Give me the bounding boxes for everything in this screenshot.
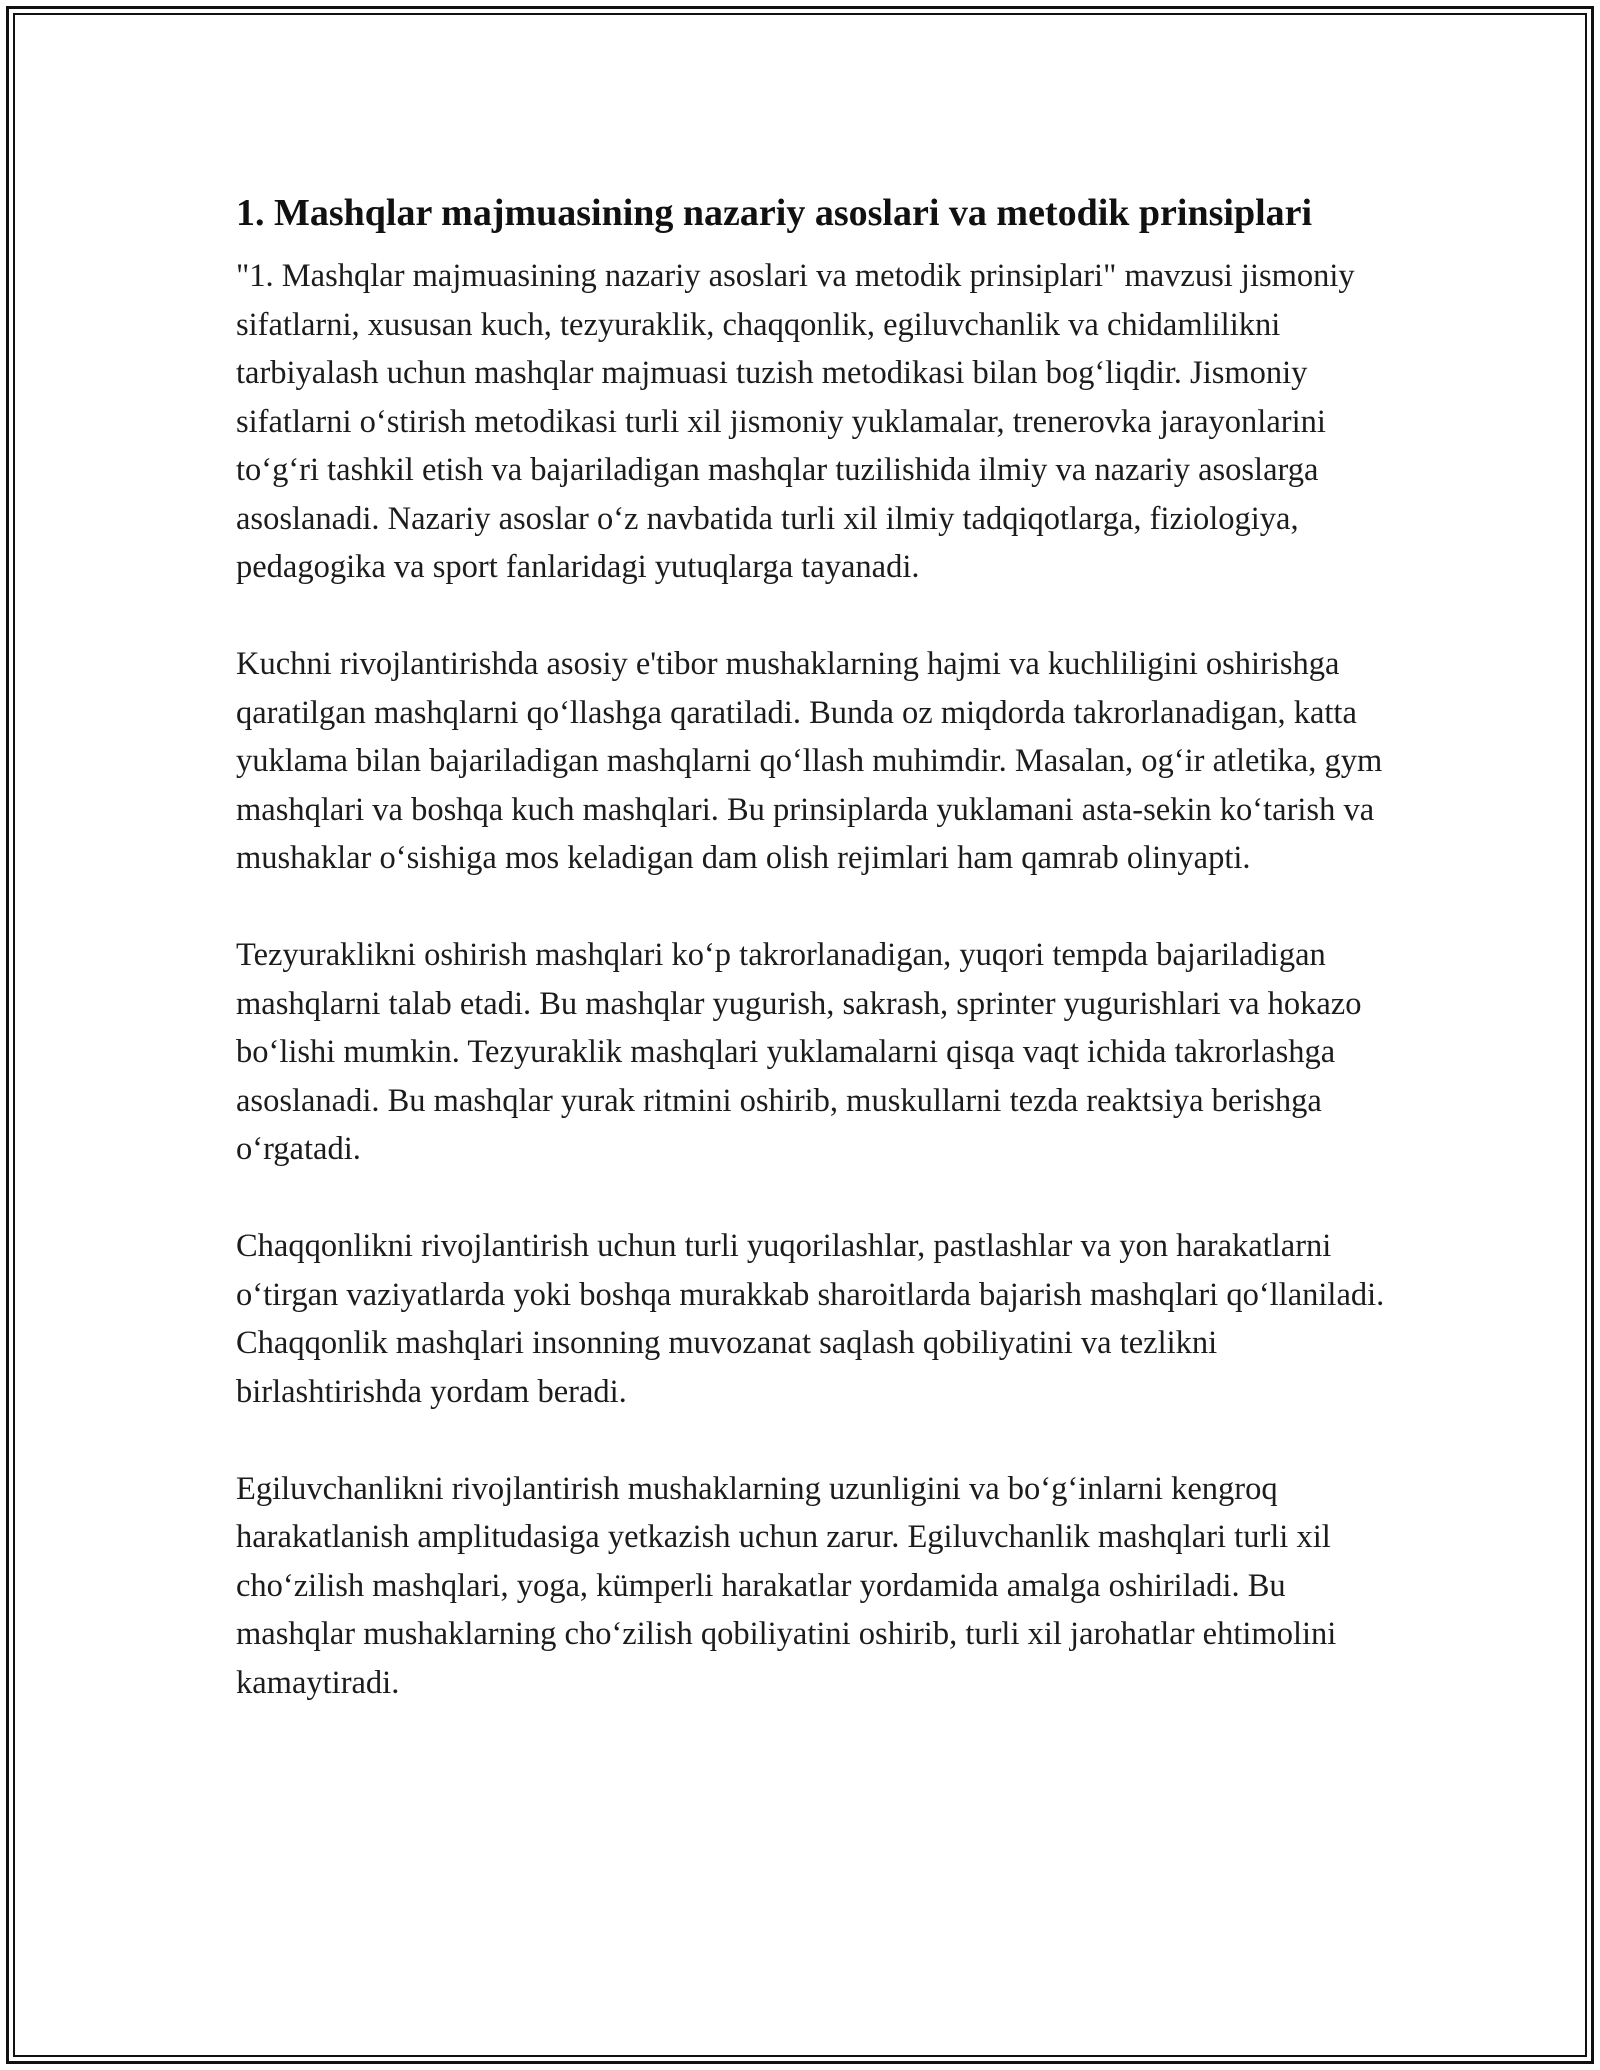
paragraph-strength: Kuchni rivojlantirishda asosiy e'tibor mushaklarning hajmi va kuchliligini oshirishga qaratilgan mashqlarni qo‘llashga qaratiladi. Bunda oz miqdorda takrorlanadigan, katta yuklama bilan bajariladigan mashqlarni qo‘llash muhimdir. Masalan, og‘ir atletika, gym mashqlari va boshqa kuch mashqlari. Bu prinsiplarda yuklamani asta-sekin ko‘tarish va mushaklar o‘sishiga mos keladigan dam olish rejimlari ham qamrab olinyapti. [236,646,1383,876]
paragraph-intro: "1. Mashqlar majmuasining nazariy asoslari va metodik prinsiplari" mavzusi jismoniy sifatlarni, xususan kuch, tezyuraklik, chaqqonlik, egiluvchanlik va chidamlilikni tarbiyalash uchun mashqlar majmuasi tuzish metodikasi bilan bog‘liqdir. Jismoniy sifatlarni o‘stirish metodikasi turli xil jismoniy yuklamalar, trenerovka jarayonlarini to‘g‘ri tashkil etish va bajariladigan mashqlar tuzilishida ilmiy va nazariy asoslarga asoslanadi. Nazariy asoslar o‘z navbatida turli xil ilmiy tadqiqotlarga, fiziologiya, pedagogika va sport fanlaridagi yutuqlarga tayanadi. [236,258,1355,585]
document-body [236,186,1386,1756]
section-title: 1. Mashqlar majmuasining nazariy asoslari va metodik prinsiplari [236,192,1313,234]
paragraph-speed: Tezyuraklikni oshirish mashqlari ko‘p takrorlanadigan, yuqori tempda bajariladigan mashqlarni talab etadi. Bu mashqlar yugurish, sakrash, sprinter yugurishlari va hokazo bo‘lishi mumkin. Tezyuraklik mashqlari yuklamalarni qisqa vaqt ichida takrorlashga asoslanadi. Bu mashqlar yurak ritmini oshirib, muskullarni tezda reaktsiya berishga o‘rgatadi. [236,937,1362,1167]
paragraph-agility: Chaqqonlikni rivojlantirish uchun turli yuqorilashlar, pastlashlar va yon harakatlarni o‘tirgan vaziyatlarda yoki boshqa murakkab sharoitlarda bajarish mashqlari qo‘llaniladi. Chaqqonlik mashqlari insonning muvozanat saqlash qobiliyatini va tezlikni birlashtirishda yordam beradi. [236,1228,1385,1410]
paragraph-flexibility: Egiluvchanlikni rivojlantirish mushaklarning uzunligini va bo‘g‘inlarni kengroq harakatlanish amplitudasiga yetkazish uchun zarur. Egiluvchanlik mashqlari turli xil cho‘zilish mashqlari, yoga, kümperli harakatlar yordamida amalga oshiriladi. Bu mashqlar mushaklarning cho‘zilish qobiliyatini oshirib, turli xil jarohatlar ehtimolini kamaytiradi. [236,1470,1337,1701]
